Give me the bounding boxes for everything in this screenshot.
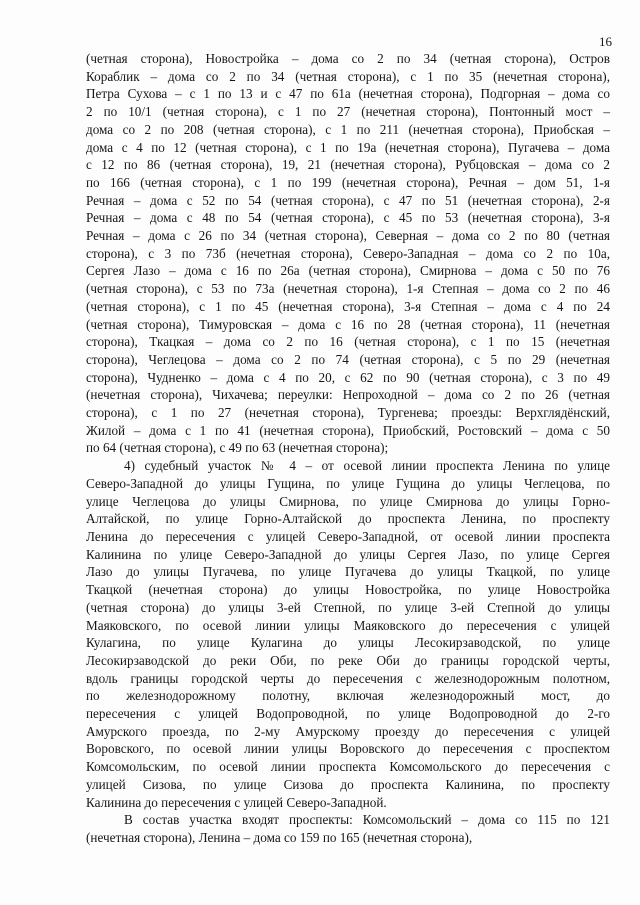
- text-line: Петра Сухова – с 1 по 13 и с 47 по 61а (нечетная сторона), Подгорная – дома со: [86, 86, 610, 102]
- text-line: Кораблик – дома со 2 по 34 (четная сторона), с 1 по 35 (нечетная сторона),: [86, 68, 610, 84]
- text-line: Сергея Лазо – дома с 16 по 26а (четная сторона), Смирнова – дома с 50 по 76: [86, 263, 610, 279]
- text-line: 4) судебный участок № 4 – от осевой линии проспекта Ленина по улице: [124, 458, 610, 474]
- text-line: 2 по 10/1 (четная сторона), с 1 по 27 (нечетная сторона), Понтонный мост –: [86, 104, 610, 120]
- text-line: (нечетная сторона), Ленина – дома со 159 по 165 (нечетная сторона),: [86, 829, 473, 845]
- text-line: Воровского, по осевой линии улицы Воровского до пересечения с проспектом: [86, 741, 610, 757]
- text-line: Алтайской, по улице Горно-Алтайской до проспекта Ленина, по проспекту: [86, 511, 610, 527]
- text-line: Речная – дома с 52 по 54 (четная сторона), с 47 по 51 (нечетная сторона), 2-я: [86, 192, 610, 208]
- text-line: (четная сторона) до улицы 3-ей Степной, по улице 3-ей Степной до улицы: [86, 599, 610, 615]
- text-line: (четная сторона), с 53 по 73а (нечетная сторона), 1-я Степная – дома со 2 по 46: [86, 281, 610, 297]
- text-line: сторона), с 1 по 27 (нечетная сторона), Тургенева; проезды: Верхглядёнский,: [86, 405, 610, 421]
- paragraph: [86, 50, 610, 457]
- text-line: Амурского проезда, по 2-му Амурскому проезду до пересечения с улицей: [86, 723, 610, 739]
- text-line: Комсомольским, по осевой линии проспекта Комсомольского до пересечения с: [86, 759, 610, 775]
- text-line: сторона), Чеглецова – дома со 2 по 74 (четная сторона), с 5 по 29 (нечетная: [86, 351, 610, 367]
- text-line: (нечетная сторона), Чихачева; переулки: Непроходной – дома со 2 по 26 (четная: [86, 387, 610, 403]
- text-line: Речная – дома с 48 по 54 (четная сторона), с 45 по 53 (нечетная сторона), 3-я: [86, 210, 610, 226]
- text-line: Ткацкой (нечетная сторона) до улицы Новостройка, по улице Новостройка: [86, 582, 610, 598]
- text-line: (четная сторона), Тимуровская – дома с 16 по 28 (четная сторона), 11 (нечетная: [86, 316, 610, 332]
- text-line: Речная – дома с 26 по 34 (четная сторона), Северная – дома со 2 по 80 (четная: [86, 228, 610, 244]
- text-line: дома с 4 по 12 (четная сторона), с 1 по 19а (нечетная сторона), Пугачева – дома: [86, 139, 610, 155]
- text-line: по 64 (четная сторона), с 49 по 63 (нечетная сторона);: [86, 440, 389, 456]
- text-line: В состав участка входят проспекты: Комсомольский – дома со 115 по 121: [124, 812, 610, 828]
- text-line: Северо-Западной до улицы Гущина, по улице Гущина до улицы Чеглецова, по: [86, 475, 610, 491]
- text-line: улицей Сизова, по улице Сизова до проспекта Калинина, по проспекту: [86, 776, 610, 792]
- text-line: (четная сторона), Новостройка – дома со 2 по 34 (четная сторона), Остров: [86, 51, 610, 66]
- document-body: [86, 50, 610, 847]
- text-line: сторона), с 3 по 73б (нечетная сторона), Северо-Западная – дома со 2 по 10а,: [86, 245, 610, 261]
- text-line: пересечения с улицей Водопроводной, по улице Водопроводной до 2-го: [86, 706, 610, 722]
- text-line: Жилой – дома с 1 по 41 (нечетная сторона), Приобский, Ростовский – дома с 50: [86, 422, 610, 438]
- text-line: с 12 по 86 (четная сторона), 19, 21 (нечетная сторона), Рубцовская – дома со 2: [86, 157, 610, 173]
- paragraph: [86, 811, 610, 846]
- text-line: вдоль границы городской черты до пересечения с железнодорожным полотном,: [86, 670, 610, 686]
- paragraph: [86, 457, 610, 811]
- text-line: сторона), Чудненко – дома с 4 по 20, с 62 по 90 (четная сторона), с 3 по 49: [86, 369, 610, 385]
- text-line: улице Чеглецова до улицы Смирнова, по улице Смирнова до улицы Горно-: [86, 493, 610, 509]
- text-line: Калинина по улице Северо-Западной до улицы Сергея Лазо, по улице Сергея: [86, 546, 610, 562]
- text-line: Кулагина, по улице Кулагина до улицы Лесокирзаводской, по улице: [86, 635, 610, 651]
- text-line: сторона), Ткацкая – дома со 2 по 16 (четная сторона), с 1 по 15 (нечетная: [86, 334, 610, 350]
- text-line: дома со 2 по 208 (четная сторона), с 1 по 211 (нечетная сторона), Приобская –: [86, 121, 610, 137]
- text-line: по 166 (четная сторона), с 1 по 199 (нечетная сторона), Речная – дом 51, 1-я: [86, 174, 610, 190]
- text-line: Маяковского, по осевой линии улицы Маяковского до пересечения с улицей: [86, 617, 610, 633]
- text-line: Лесокирзаводской до реки Оби, по реке Оби до границы городской черты,: [86, 652, 610, 668]
- text-line: по железнодорожному полотну, включая железнодорожный мост, до: [86, 688, 610, 704]
- page-number: 16: [599, 34, 612, 49]
- text-line: Ленина до пересечения с улицей Северо-Западной, от осевой линии проспекта: [86, 528, 610, 544]
- text-line: Калинина до пересечения с улицей Северо-Западной.: [86, 794, 387, 810]
- text-line: Лазо до улицы Пугачева, по улице Пугачева до улицы Ткацкой, по улице: [86, 564, 610, 580]
- text-line: (четная сторона), с 1 по 45 (нечетная сторона), 3-я Степная – дома с 4 по 24: [86, 298, 610, 314]
